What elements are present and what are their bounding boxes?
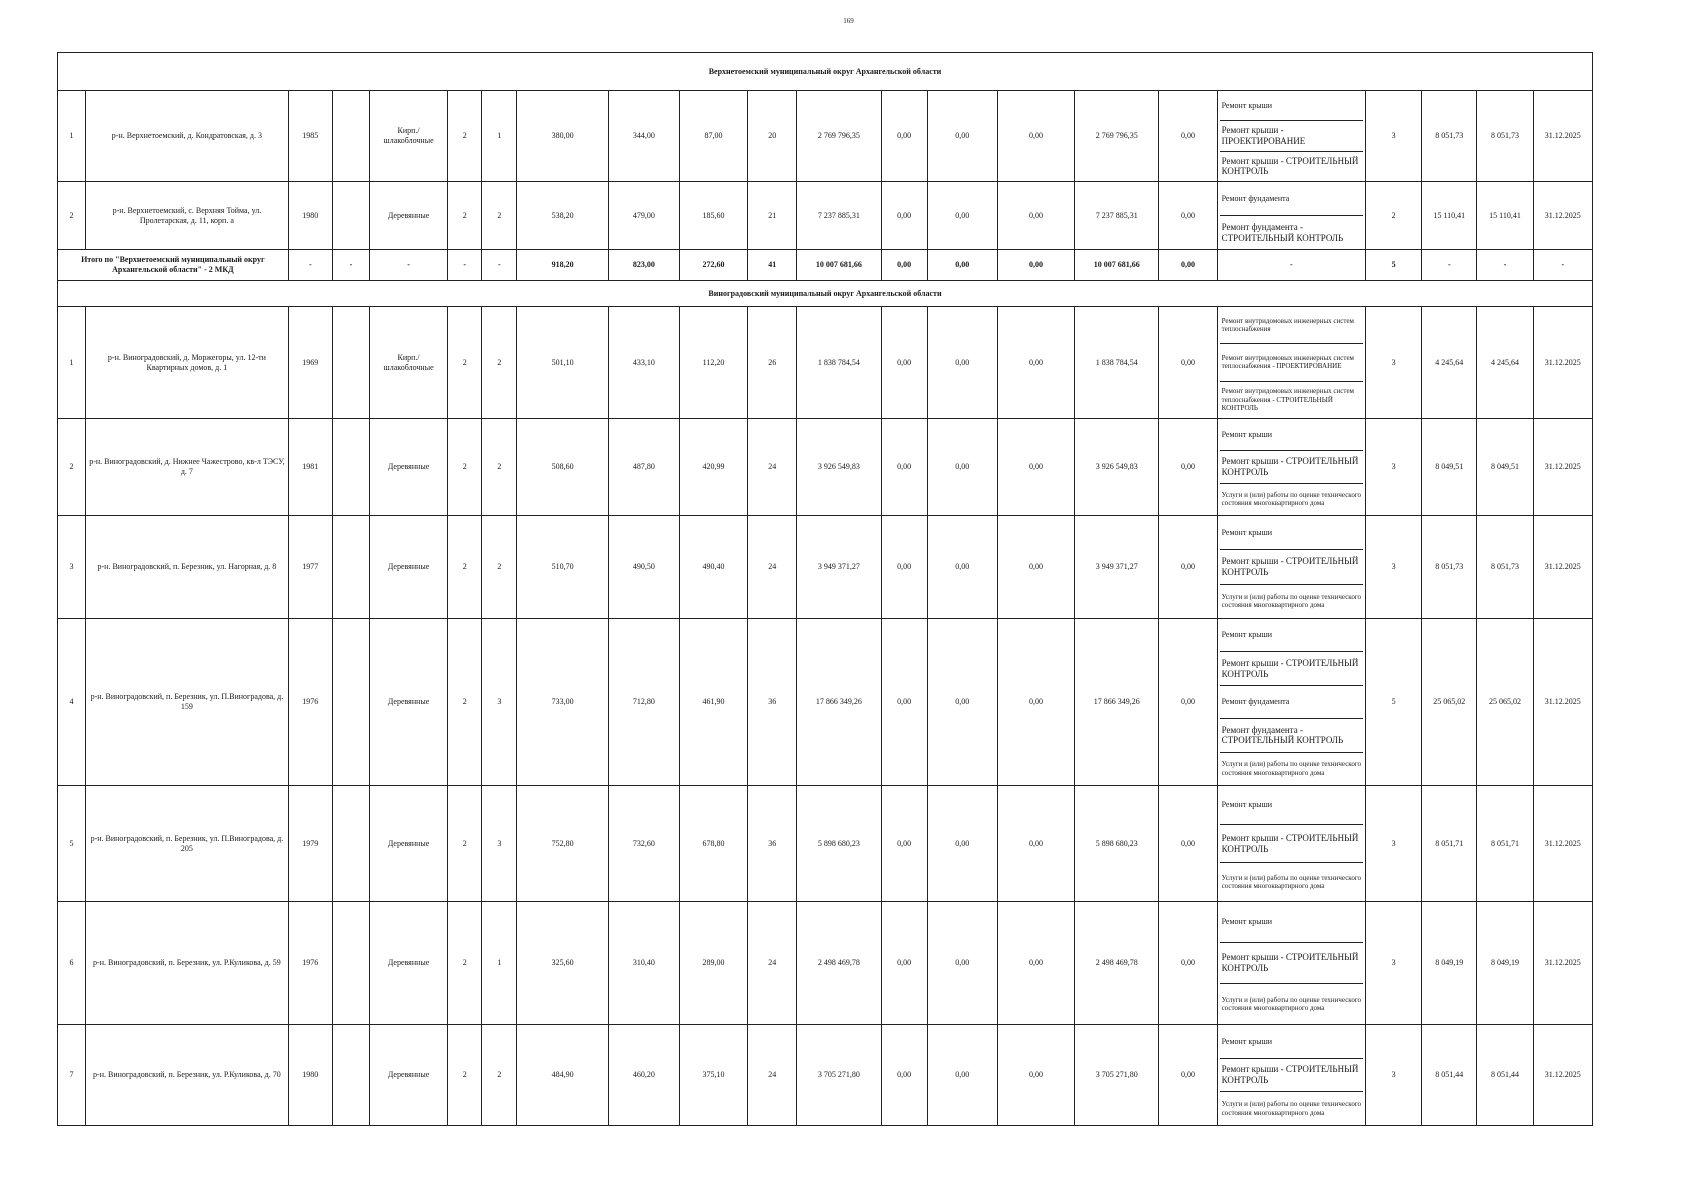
row-number-cell: 4 bbox=[58, 619, 86, 786]
living-area-cell: 487,80 bbox=[608, 419, 679, 516]
living-area-cell: 479,00 bbox=[608, 182, 679, 250]
total-area-cell: 380,00 bbox=[517, 91, 608, 182]
total-area-cell: 918,20 bbox=[517, 250, 608, 281]
unit-cost-cell: 25 065,02 bbox=[1422, 619, 1477, 786]
works-cell: - bbox=[1217, 250, 1365, 281]
cost-total-cell: 2 498 469,78 bbox=[797, 902, 881, 1025]
table-row bbox=[58, 182, 1593, 250]
budget-cell: 0,00 bbox=[927, 786, 997, 902]
living-area-cell: 712,80 bbox=[608, 619, 679, 786]
budget-cell: 0,00 bbox=[927, 307, 997, 419]
works-count-cell: 3 bbox=[1366, 91, 1422, 182]
fund-cell: 0,00 bbox=[881, 1025, 927, 1126]
local-budget-cell: 0,00 bbox=[997, 786, 1074, 902]
completion-date-cell: 31.12.2025 bbox=[1533, 516, 1592, 619]
fund-cell: 0,00 bbox=[881, 250, 927, 281]
work-item: Ремонт крыши bbox=[1220, 1025, 1363, 1059]
fund-cell: 0,00 bbox=[881, 419, 927, 516]
total-area-cell: 508,60 bbox=[517, 419, 608, 516]
unit-cost-cell: 15 110,41 bbox=[1422, 182, 1477, 250]
total-area-cell: 510,70 bbox=[517, 516, 608, 619]
other-cost-cell: 0,00 bbox=[1159, 619, 1217, 786]
total-area-cell: 538,20 bbox=[517, 182, 608, 250]
work-item: Ремонт крыши - ПРОЕКТИРОВАНИЕ bbox=[1220, 121, 1363, 151]
year2-cell bbox=[332, 902, 369, 1025]
work-item: Ремонт крыши bbox=[1220, 619, 1363, 652]
fund-cell: 0,00 bbox=[881, 91, 927, 182]
other-cost-cell: 0,00 bbox=[1159, 902, 1217, 1025]
works-count-cell: 3 bbox=[1366, 786, 1422, 902]
year2-cell bbox=[332, 91, 369, 182]
local-budget-cell: 0,00 bbox=[997, 619, 1074, 786]
work-item: Услуги и (или) работы по оценке технического состояния многоквартирного дома bbox=[1221, 1100, 1362, 1117]
work-item: Услуги и (или) работы по оценке технического состояния многоквартирного дома bbox=[1221, 873, 1362, 891]
work-item: Ремонт фундамента - СТРОИТЕЛЬНЫЙ КОНТРОЛЬ bbox=[1220, 719, 1363, 752]
year-cell: 1977 bbox=[288, 516, 332, 619]
floors-cell: 2 bbox=[448, 419, 482, 516]
work-item: Ремонт крыши - СТРОИТЕЛЬНЫЙ КОНТРОЛЬ bbox=[1220, 1059, 1363, 1093]
entrances-cell: 2 bbox=[482, 1025, 517, 1126]
local-budget-cell: 0,00 bbox=[997, 250, 1074, 281]
year2-cell bbox=[332, 182, 369, 250]
works-list bbox=[1220, 1025, 1363, 1125]
local-budget-cell: 0,00 bbox=[997, 419, 1074, 516]
living-area-cell: 344,00 bbox=[608, 91, 679, 182]
work-item: Ремонт фундамента bbox=[1220, 686, 1363, 719]
row-number-cell: 6 bbox=[58, 902, 86, 1025]
cost-total-cell: 2 769 796,35 bbox=[797, 91, 881, 182]
row-number-cell: 7 bbox=[58, 1025, 86, 1126]
work-item: Ремонт внутридомовых инженерных систем теплоснабжения bbox=[1220, 307, 1363, 344]
table-row bbox=[58, 786, 1593, 902]
cost-total-cell: 7 237 885,31 bbox=[797, 182, 881, 250]
residential-area-cell: 375,10 bbox=[679, 1025, 747, 1126]
work-item: Ремонт внутридомовых инженерных систем теплоснабжения - СТРОИТЕЛЬНЫЙ КОНТРОЛЬ bbox=[1221, 387, 1354, 413]
local-budget-cell: 0,00 bbox=[997, 1025, 1074, 1126]
total-area-cell: 752,80 bbox=[517, 786, 608, 902]
residents-cell: 26 bbox=[748, 307, 797, 419]
works-count-cell: 5 bbox=[1366, 619, 1422, 786]
year-cell: 1985 bbox=[288, 91, 332, 182]
unit-cost-cell: 4 245,64 bbox=[1422, 307, 1477, 419]
works-count-cell: 3 bbox=[1366, 307, 1422, 419]
total-dash-cell: - bbox=[288, 250, 332, 281]
entrances-cell: 3 bbox=[482, 786, 517, 902]
wall-material-cell: Деревянные bbox=[369, 1025, 447, 1126]
budget-cell: 0,00 bbox=[927, 619, 997, 786]
entrances-cell: 3 bbox=[482, 619, 517, 786]
completion-date-cell: 31.12.2025 bbox=[1533, 619, 1592, 786]
owners-cost-cell: 2 498 469,78 bbox=[1075, 902, 1159, 1025]
cost-total-cell: 3 926 549,83 bbox=[797, 419, 881, 516]
residential-area-cell: 490,40 bbox=[679, 516, 747, 619]
works-cell bbox=[1217, 182, 1365, 250]
residential-area-cell: 185,60 bbox=[679, 182, 747, 250]
owners-cost-cell: 7 237 885,31 bbox=[1075, 182, 1159, 250]
fund-cell: 0,00 bbox=[881, 902, 927, 1025]
table-row bbox=[58, 307, 1593, 419]
max-unit-cost-cell: 8 051,73 bbox=[1477, 516, 1533, 619]
wall-material-cell: Деревянные bbox=[369, 516, 447, 619]
residential-area-cell: 678,80 bbox=[679, 786, 747, 902]
total-dash-cell: - bbox=[1533, 250, 1592, 281]
residents-cell: 21 bbox=[748, 182, 797, 250]
table-row bbox=[58, 516, 1593, 619]
row-number-cell: 2 bbox=[58, 419, 86, 516]
total-dash-cell: - bbox=[482, 250, 517, 281]
max-unit-cost-cell: 8 051,44 bbox=[1477, 1025, 1533, 1126]
floors-cell: 2 bbox=[448, 1025, 482, 1126]
works-count-cell: 3 bbox=[1366, 419, 1422, 516]
floors-cell: 2 bbox=[448, 786, 482, 902]
max-unit-cost-cell: 4 245,64 bbox=[1477, 307, 1533, 419]
works-list bbox=[1220, 307, 1363, 418]
completion-date-cell: 31.12.2025 bbox=[1533, 902, 1592, 1025]
other-cost-cell: 0,00 bbox=[1159, 516, 1217, 619]
page-number: 169 bbox=[843, 17, 854, 25]
entrances-cell: 2 bbox=[482, 182, 517, 250]
owners-cost-cell: 17 866 349,26 bbox=[1075, 619, 1159, 786]
work-item: Ремонт крыши bbox=[1220, 91, 1363, 121]
work-item: Ремонт крыши - СТРОИТЕЛЬНЫЙ КОНТРОЛЬ bbox=[1220, 550, 1363, 584]
table-row bbox=[58, 619, 1593, 786]
residential-area-cell: 87,00 bbox=[679, 91, 747, 182]
living-area-cell: 732,60 bbox=[608, 786, 679, 902]
completion-date-cell: 31.12.2025 bbox=[1533, 419, 1592, 516]
work-item: Услуги и (или) работы по оценке технического состояния многоквартирного дома bbox=[1221, 995, 1362, 1012]
year-cell: 1980 bbox=[288, 1025, 332, 1126]
unit-cost-cell: 8 051,73 bbox=[1422, 91, 1477, 182]
works-count-cell: 3 bbox=[1366, 516, 1422, 619]
table-row bbox=[58, 902, 1593, 1025]
max-unit-cost-cell: 15 110,41 bbox=[1477, 182, 1533, 250]
works-count-cell: 3 bbox=[1366, 902, 1422, 1025]
total-dash-cell: - bbox=[1422, 250, 1477, 281]
work-item: Услуги и (или) работы по оценке технического состояния многоквартирного дома bbox=[1221, 490, 1362, 508]
works-list bbox=[1220, 619, 1363, 785]
unit-cost-cell: 8 051,44 bbox=[1422, 1025, 1477, 1126]
fund-cell: 0,00 bbox=[881, 307, 927, 419]
wall-material-cell: Деревянные bbox=[369, 786, 447, 902]
section-title: Виноградовский муниципальный округ Архангельской области bbox=[58, 281, 1593, 307]
wall-material-cell: Кирп./ шлакоблочные bbox=[369, 307, 447, 419]
residents-cell: 36 bbox=[748, 786, 797, 902]
works-cell bbox=[1217, 1025, 1365, 1126]
budget-cell: 0,00 bbox=[927, 182, 997, 250]
address-cell: р-н. Верхнетоемский, д. Кондратовская, д. 3 bbox=[86, 91, 289, 182]
work-item: Услуги и (или) работы по оценке технического состояния многоквартирного дома bbox=[1221, 760, 1362, 777]
address-cell: р-н. Виноградовский, п. Березник, ул. Нагорная, д. 8 bbox=[86, 516, 289, 619]
works-cell bbox=[1217, 419, 1365, 516]
other-cost-cell: 0,00 bbox=[1159, 307, 1217, 419]
budget-cell: 0,00 bbox=[927, 91, 997, 182]
owners-cost-cell: 3 705 271,80 bbox=[1075, 1025, 1159, 1126]
year-cell: 1980 bbox=[288, 182, 332, 250]
max-unit-cost-cell: 8 049,19 bbox=[1477, 902, 1533, 1025]
other-cost-cell: 0,00 bbox=[1159, 419, 1217, 516]
year2-cell bbox=[332, 307, 369, 419]
entrances-cell: 1 bbox=[482, 902, 517, 1025]
completion-date-cell: 31.12.2025 bbox=[1533, 786, 1592, 902]
budget-cell: 0,00 bbox=[927, 516, 997, 619]
works-cell bbox=[1217, 91, 1365, 182]
residents-cell: 24 bbox=[748, 1025, 797, 1126]
section-title: Верхнетоемский муниципальный округ Архангельской области bbox=[58, 53, 1593, 91]
address-cell: р-н. Виноградовский, д. Моржегоры, ул. 12-ти Квартирных домов, д. 1 bbox=[86, 307, 289, 419]
year2-cell bbox=[332, 619, 369, 786]
completion-date-cell: 31.12.2025 bbox=[1533, 1025, 1592, 1126]
unit-cost-cell: 8 049,51 bbox=[1422, 419, 1477, 516]
residents-cell: 20 bbox=[748, 91, 797, 182]
residential-area-cell: 461,90 bbox=[679, 619, 747, 786]
work-item: Ремонт крыши - СТРОИТЕЛЬНЫЙ КОНТРОЛЬ bbox=[1220, 451, 1363, 483]
fund-cell: 0,00 bbox=[881, 786, 927, 902]
other-cost-cell: 0,00 bbox=[1159, 786, 1217, 902]
owners-cost-cell: 10 007 681,66 bbox=[1075, 250, 1159, 281]
address-cell: р-н. Виноградовский, п. Березник, ул. П.Виноградова, д. 159 bbox=[86, 619, 289, 786]
wall-material-cell: Деревянные bbox=[369, 182, 447, 250]
max-unit-cost-cell: 8 051,71 bbox=[1477, 786, 1533, 902]
cost-total-cell: 5 898 680,23 bbox=[797, 786, 881, 902]
floors-cell: 2 bbox=[448, 91, 482, 182]
completion-date-cell: 31.12.2025 bbox=[1533, 91, 1592, 182]
year-cell: 1976 bbox=[288, 619, 332, 786]
budget-cell: 0,00 bbox=[927, 1025, 997, 1126]
residents-cell: 24 bbox=[748, 902, 797, 1025]
local-budget-cell: 0,00 bbox=[997, 516, 1074, 619]
local-budget-cell: 0,00 bbox=[997, 902, 1074, 1025]
row-number-cell: 3 bbox=[58, 516, 86, 619]
floors-cell: 2 bbox=[448, 516, 482, 619]
year-cell: 1969 bbox=[288, 307, 332, 419]
works-list bbox=[1220, 902, 1363, 1024]
floors-cell: 2 bbox=[448, 307, 482, 419]
cost-total-cell: 10 007 681,66 bbox=[797, 250, 881, 281]
address-cell: р-н. Верхнетоемский, с. Верхняя Тойма, ул. Пролетарская, д. 11, корп. а bbox=[86, 182, 289, 250]
table-row bbox=[58, 91, 1593, 182]
wall-material-cell: Кирп./ шлакоблочные bbox=[369, 91, 447, 182]
wall-material-cell: Деревянные bbox=[369, 902, 447, 1025]
year2-cell bbox=[332, 516, 369, 619]
entrances-cell: 2 bbox=[482, 516, 517, 619]
fund-cell: 0,00 bbox=[881, 182, 927, 250]
residential-area-cell: 112,20 bbox=[679, 307, 747, 419]
year2-cell bbox=[332, 419, 369, 516]
floors-cell: 2 bbox=[448, 902, 482, 1025]
residents-cell: 36 bbox=[748, 619, 797, 786]
work-item: Ремонт фундамента - СТРОИТЕЛЬНЫЙ КОНТРОЛЬ bbox=[1221, 221, 1344, 243]
year-cell: 1979 bbox=[288, 786, 332, 902]
budget-cell: 0,00 bbox=[927, 902, 997, 1025]
work-item: Ремонт крыши - СТРОИТЕЛЬНЫЙ КОНТРОЛЬ bbox=[1220, 652, 1363, 685]
work-item: Ремонт внутридомовых инженерных систем теплоснабжения - ПРОЕКТИРОВАНИЕ bbox=[1220, 344, 1363, 381]
cost-total-cell: 1 838 784,54 bbox=[797, 307, 881, 419]
works-list bbox=[1220, 786, 1363, 901]
cost-total-cell: 3 705 271,80 bbox=[797, 1025, 881, 1126]
work-item: Ремонт крыши bbox=[1220, 419, 1363, 451]
work-item: Ремонт крыши bbox=[1220, 902, 1363, 943]
living-area-cell: 460,20 bbox=[608, 1025, 679, 1126]
living-area-cell: 490,50 bbox=[608, 516, 679, 619]
works-list bbox=[1220, 419, 1363, 515]
living-area-cell: 433,10 bbox=[608, 307, 679, 419]
works-count-cell: 5 bbox=[1366, 250, 1422, 281]
row-number-cell: 1 bbox=[58, 91, 86, 182]
work-item: Ремонт крыши - СТРОИТЕЛЬНЫЙ КОНТРОЛЬ bbox=[1221, 155, 1359, 177]
works-list bbox=[1220, 182, 1363, 249]
budget-cell: 0,00 bbox=[927, 419, 997, 516]
work-item: Услуги и (или) работы по оценке технического состояния многоквартирного дома bbox=[1221, 592, 1362, 610]
section-header-row bbox=[58, 53, 1593, 91]
works-cell bbox=[1217, 516, 1365, 619]
owners-cost-cell: 5 898 680,23 bbox=[1075, 786, 1159, 902]
entrances-cell: 2 bbox=[482, 307, 517, 419]
residential-area-cell: 420,99 bbox=[679, 419, 747, 516]
local-budget-cell: 0,00 bbox=[997, 91, 1074, 182]
completion-date-cell: 31.12.2025 bbox=[1533, 307, 1592, 419]
total-dash-cell: - bbox=[448, 250, 482, 281]
unit-cost-cell: 8 051,73 bbox=[1422, 516, 1477, 619]
year-cell: 1976 bbox=[288, 902, 332, 1025]
local-budget-cell: 0,00 bbox=[997, 182, 1074, 250]
residential-area-cell: 272,60 bbox=[679, 250, 747, 281]
total-label: Итого по "Верхнетоемский муниципальный округ Архангельской области" - 2 МКД bbox=[58, 250, 289, 281]
residents-cell: 41 bbox=[748, 250, 797, 281]
address-cell: р-н. Виноградовский, д. Нижнее Чажестрово, кв-л ТЭСУ, д. 7 bbox=[86, 419, 289, 516]
local-budget-cell: 0,00 bbox=[997, 307, 1074, 419]
section-header-row bbox=[58, 281, 1593, 307]
floors-cell: 2 bbox=[448, 619, 482, 786]
row-number-cell: 1 bbox=[58, 307, 86, 419]
total-area-cell: 501,10 bbox=[517, 307, 608, 419]
year-cell: 1981 bbox=[288, 419, 332, 516]
works-cell bbox=[1217, 786, 1365, 902]
living-area-cell: 823,00 bbox=[608, 250, 679, 281]
wall-material-cell: Деревянные bbox=[369, 619, 447, 786]
max-unit-cost-cell: 25 065,02 bbox=[1477, 619, 1533, 786]
owners-cost-cell: 3 949 371,27 bbox=[1075, 516, 1159, 619]
works-count-cell: 2 bbox=[1366, 182, 1422, 250]
work-item: Ремонт крыши bbox=[1220, 786, 1363, 825]
owners-cost-cell: 1 838 784,54 bbox=[1075, 307, 1159, 419]
repair-register-table bbox=[57, 52, 1593, 1126]
table-row bbox=[58, 419, 1593, 516]
works-list bbox=[1220, 516, 1363, 618]
address-cell: р-н. Виноградовский, п. Березник, ул. Р.Куликова, д. 70 bbox=[86, 1025, 289, 1126]
other-cost-cell: 0,00 bbox=[1159, 250, 1217, 281]
living-area-cell: 310,40 bbox=[608, 902, 679, 1025]
total-dash-cell: - bbox=[1477, 250, 1533, 281]
owners-cost-cell: 3 926 549,83 bbox=[1075, 419, 1159, 516]
cost-total-cell: 3 949 371,27 bbox=[797, 516, 881, 619]
other-cost-cell: 0,00 bbox=[1159, 91, 1217, 182]
work-item: Ремонт крыши bbox=[1220, 516, 1363, 550]
works-count-cell: 3 bbox=[1366, 1025, 1422, 1126]
row-number-cell: 2 bbox=[58, 182, 86, 250]
entrances-cell: 1 bbox=[482, 91, 517, 182]
year2-cell bbox=[332, 1025, 369, 1126]
fund-cell: 0,00 bbox=[881, 619, 927, 786]
total-area-cell: 733,00 bbox=[517, 619, 608, 786]
total-dash-cell: - bbox=[332, 250, 369, 281]
budget-cell: 0,00 bbox=[927, 250, 997, 281]
max-unit-cost-cell: 8 051,73 bbox=[1477, 91, 1533, 182]
address-cell: р-н. Виноградовский, п. Березник, ул. П.Виноградова, д. 205 bbox=[86, 786, 289, 902]
works-cell bbox=[1217, 307, 1365, 419]
other-cost-cell: 0,00 bbox=[1159, 1025, 1217, 1126]
total-row bbox=[58, 250, 1593, 281]
total-area-cell: 484,90 bbox=[517, 1025, 608, 1126]
residents-cell: 24 bbox=[748, 516, 797, 619]
table-row bbox=[58, 1025, 1593, 1126]
total-area-cell: 325,60 bbox=[517, 902, 608, 1025]
total-dash-cell: - bbox=[369, 250, 447, 281]
entrances-cell: 2 bbox=[482, 419, 517, 516]
row-number-cell: 5 bbox=[58, 786, 86, 902]
residential-area-cell: 289,00 bbox=[679, 902, 747, 1025]
floors-cell: 2 bbox=[448, 182, 482, 250]
work-item: Ремонт крыши - СТРОИТЕЛЬНЫЙ КОНТРОЛЬ bbox=[1220, 943, 1363, 984]
works-list bbox=[1220, 91, 1363, 181]
year2-cell bbox=[332, 786, 369, 902]
other-cost-cell: 0,00 bbox=[1159, 182, 1217, 250]
cost-total-cell: 17 866 349,26 bbox=[797, 619, 881, 786]
completion-date-cell: 31.12.2025 bbox=[1533, 182, 1592, 250]
residents-cell: 24 bbox=[748, 419, 797, 516]
work-item: Ремонт крыши - СТРОИТЕЛЬНЫЙ КОНТРОЛЬ bbox=[1220, 825, 1363, 864]
unit-cost-cell: 8 051,71 bbox=[1422, 786, 1477, 902]
unit-cost-cell: 8 049,19 bbox=[1422, 902, 1477, 1025]
fund-cell: 0,00 bbox=[881, 516, 927, 619]
max-unit-cost-cell: 8 049,51 bbox=[1477, 419, 1533, 516]
works-cell bbox=[1217, 902, 1365, 1025]
work-item: Ремонт фундамента bbox=[1220, 182, 1363, 216]
wall-material-cell: Деревянные bbox=[369, 419, 447, 516]
owners-cost-cell: 2 769 796,35 bbox=[1075, 91, 1159, 182]
address-cell: р-н. Виноградовский, п. Березник, ул. Р.Куликова, д. 59 bbox=[86, 902, 289, 1025]
works-cell bbox=[1217, 619, 1365, 786]
